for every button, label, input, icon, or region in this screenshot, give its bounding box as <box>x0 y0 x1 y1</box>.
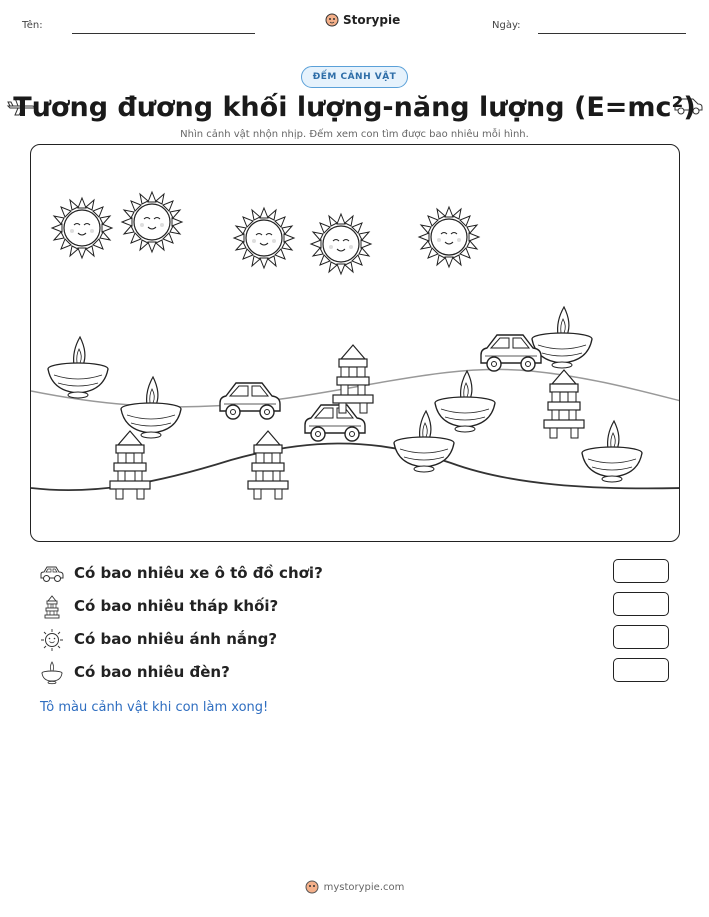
question-row <box>40 561 680 587</box>
sun-illustration <box>122 192 182 252</box>
answer-box[interactable] <box>613 559 669 583</box>
footer <box>0 880 709 894</box>
block-tower-illustration <box>248 431 288 499</box>
lamp-icon <box>40 661 64 685</box>
name-label: Tên: <box>22 20 43 31</box>
question-row <box>40 594 680 620</box>
sun-illustration <box>234 208 294 268</box>
question-text: Có bao nhiêu đèn? <box>74 663 230 681</box>
counting-scene <box>30 144 680 542</box>
block-tower-illustration <box>333 345 373 413</box>
name-line[interactable] <box>72 33 255 34</box>
page-subtitle: Nhìn cảnh vật nhộn nhịp. Đếm xem con tìm được bao nhiêu mỗi hình. <box>180 129 529 140</box>
question-text: Có bao nhiêu tháp khối? <box>74 597 279 615</box>
block-tower-illustration <box>544 370 584 438</box>
toy-car-illustration <box>305 405 365 441</box>
toy-car-illustration <box>220 383 280 419</box>
question-row <box>40 660 680 686</box>
answer-box[interactable] <box>613 592 669 616</box>
storypie-mascot-icon <box>325 13 339 27</box>
storypie-mascot-icon <box>305 880 319 894</box>
question-text: Có bao nhiêu xe ô tô đồ chơi? <box>74 564 323 582</box>
scene-illustration <box>31 145 680 542</box>
category-badge: ĐẾM CẢNH VẬT <box>301 66 408 88</box>
sun-illustration <box>419 207 479 267</box>
sun-illustration <box>52 198 112 258</box>
lamp-illustration <box>435 371 495 432</box>
brand-logo <box>325 13 400 27</box>
sun-illustration <box>311 214 371 274</box>
block-tower-icon <box>40 595 64 619</box>
page-title: Tương đương khối lượng-năng lượng (E=mc²) <box>13 92 696 123</box>
question-text: Có bao nhiêu ánh nắng? <box>74 630 278 648</box>
date-label: Ngày: <box>492 20 521 31</box>
brand-name: Storypie <box>343 13 401 27</box>
lamp-illustration <box>48 337 108 398</box>
date-line[interactable] <box>538 33 686 34</box>
footer-url[interactable]: mystorypie.com <box>323 881 405 893</box>
lamp-illustration <box>121 377 181 438</box>
answer-box[interactable] <box>613 625 669 649</box>
coloring-note: Tô màu cảnh vật khi con làm xong! <box>40 700 269 715</box>
answer-box[interactable] <box>613 658 669 682</box>
lamp-illustration <box>582 421 642 482</box>
toy-car-icon <box>40 562 64 586</box>
sun-icon <box>40 628 64 652</box>
block-tower-illustration <box>110 431 150 499</box>
question-row <box>40 627 680 653</box>
